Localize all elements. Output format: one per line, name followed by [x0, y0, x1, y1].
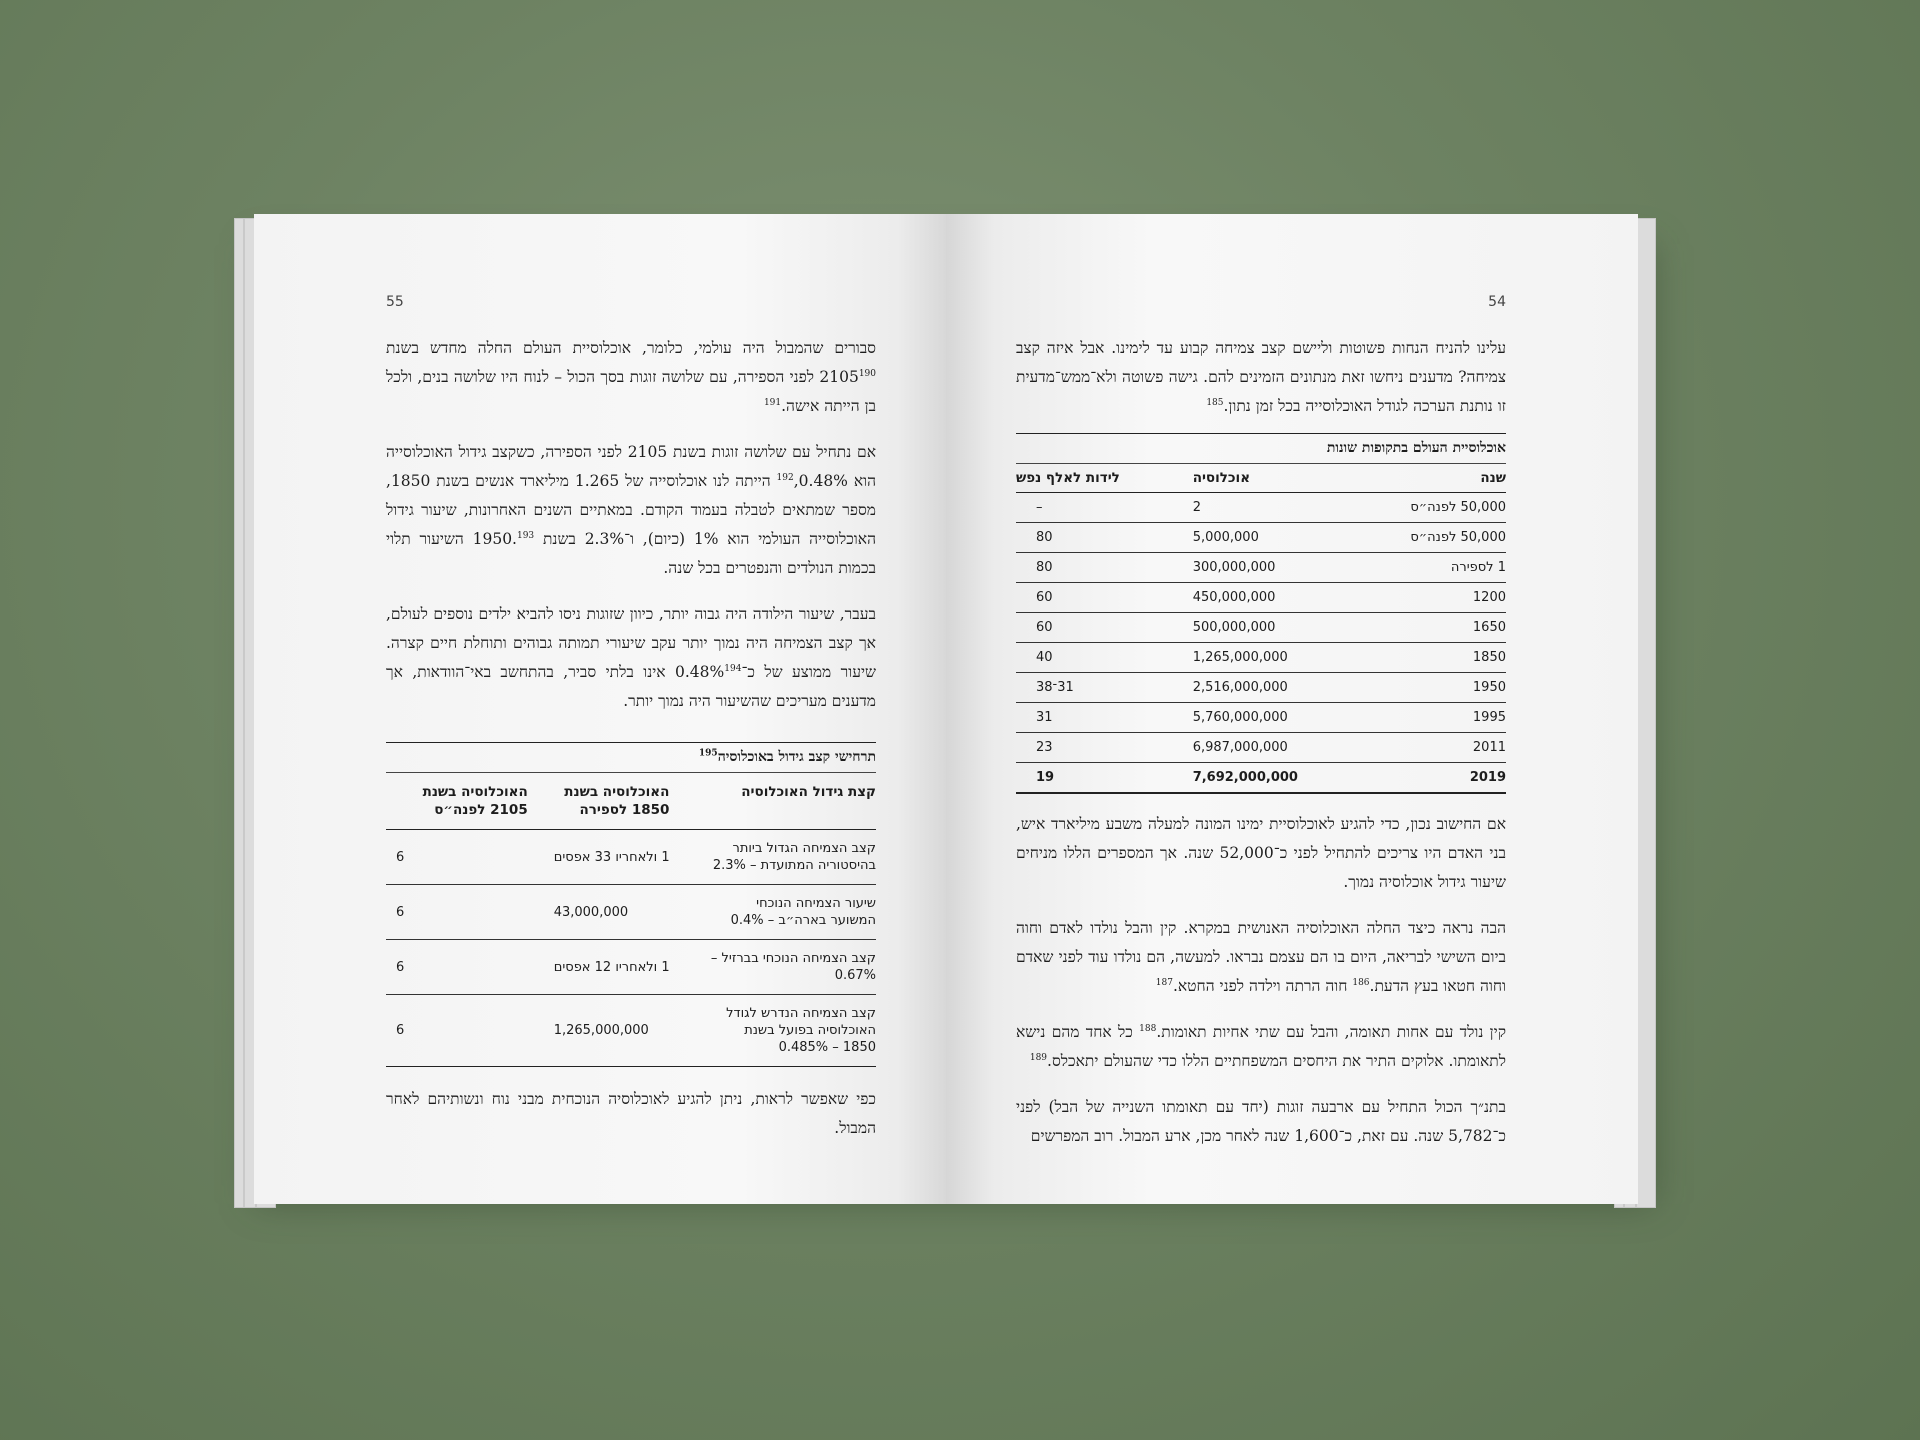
footnote-ref: 193	[516, 530, 535, 541]
footnote-ref: 189	[1029, 1052, 1048, 1063]
table-cell: 7,692,000,000	[1173, 763, 1362, 794]
table-cell: 43,000,000	[548, 885, 710, 940]
column-header: אוכלוסיה	[1173, 464, 1362, 493]
table-cell: 6	[386, 995, 548, 1067]
table-cell: 300,000,000	[1173, 553, 1362, 583]
table-row	[1016, 583, 1506, 613]
table-row	[1016, 493, 1506, 523]
table-cell: 6	[386, 940, 548, 995]
table-cell: 2011	[1362, 733, 1506, 763]
table-row	[1016, 733, 1506, 763]
table-cell: –	[1016, 493, 1173, 523]
table-cell: 1995	[1362, 703, 1506, 733]
table-title: תרחישי קצב גידול באוכלוסיה$^{195}$	[386, 742, 876, 773]
table-cell: קצב הצמיחה הנוכחי בברזיל – 0.67%	[709, 940, 876, 995]
paragraph: אם נתחיל עם שלושה זוגות בשנת 2105 לפני הספירה, כשקצב גידול האוכלוסייה הוא 0.48%,$^{192}$ הייתה לנו אוכלוסייה של 1.265 מיליארד אנשים בשנת 1850, מספר שמתאים לטבלה בעמוד הקודם. במאתיים השנים האחרונות, שיעור גידול האוכלוסייה העולמי הוא 1% (כיום), ו־2.3% בשנת 1950.$^{193}$ השיעור תלוי בכמות הנולדים והנפטרים בכל שנה.	[386, 443, 876, 577]
table-cell: קצב הצמיחה הנדרש לגודל האוכלוסיה בפועל בשנת 1850 – 0.485%	[709, 995, 876, 1067]
table-cell: 450,000,000	[1173, 583, 1362, 613]
footnote-ref: 192	[776, 472, 794, 483]
right-page	[946, 214, 1638, 1204]
page-number: 54	[1488, 294, 1506, 310]
table-cell: 1200	[1362, 583, 1506, 613]
table-cell: 1 ולאחריו 33 אפסים	[548, 830, 710, 885]
table-cell: 2019	[1362, 763, 1506, 794]
table-cell: שיעור הצמיחה הנוכחי המשוער בארה״ב – 0.4%	[709, 885, 876, 940]
column-header: האוכלוסיה בשנת 1850 לספירה	[548, 773, 710, 830]
footnote-ref: 194	[724, 663, 742, 674]
left-page-content	[386, 334, 876, 1160]
footnote-ref: 187	[1155, 977, 1173, 988]
table-cell: 31־38	[1016, 673, 1173, 703]
paragraph: כפי שאפשר לראות, ניתן להגיע לאוכלוסיה הנוכחית מבני נוח ונשותיהם לאחר המבול.	[386, 1090, 876, 1137]
paragraph: בתנ״ך הכול התחיל עם ארבעה זוגות (יחד עם תאומתו השנייה של הבל) לפני כ־5,782 שנה. עם זאת, כ־1,600 שנה לאחר מכן, ארע המבול. רוב המפרשים	[1016, 1098, 1506, 1145]
paragraph: סבורים שהמבול היה עולמי, כלומר, אוכלוסיית העולם החלה מחדש בשנת 2105$^{190}$ לפני הספירה, עם שלושה זוגות בסך הכול – לנוח היו שלושה בנים, ולכל בן הייתה אישה.$^{191}$	[386, 339, 876, 415]
table-cell: 80	[1016, 553, 1173, 583]
table-row	[386, 830, 876, 885]
column-header: לידות לאלף נפש	[1016, 464, 1173, 493]
paragraph: הבה נראה כיצד החלה האוכלוסיה האנושית במקרא. קין והבל נולדו לאדם וחוה ביום השישי לבריאה, היום בו הם עצמם נבראו. למעשה, הם נולדו עוד לפני שאדם וחוה חטאו בעץ הדעת.$^{186}$ חוה הרתה וילדה לפני החטא.$^{187}$	[1016, 919, 1506, 995]
table-cell: 60	[1016, 583, 1173, 613]
footnote-ref: 188	[1139, 1023, 1157, 1034]
table-cell: 5,000,000	[1173, 523, 1362, 553]
world-population-table	[1016, 464, 1506, 794]
footnote-ref: 185	[1206, 397, 1224, 408]
table-cell: 1950	[1362, 673, 1506, 703]
growth-scenarios-table	[386, 773, 876, 1067]
table-title: אוכלוסיית העולם בתקופות שונות	[1016, 433, 1506, 464]
column-header: האוכלוסיה בשנת 2105 לפנה״ס	[386, 773, 548, 830]
paragraph: קין נולד עם אחות תאומה, והבל עם שתי אחיות תאומות.$^{188}$ כל אחד מהם נישא לתאומתו. אלוקים התיר את היחסים המשפחתיים הללו כדי שהעולם יתאכלס.$^{189}$	[1016, 1023, 1506, 1070]
left-page	[254, 214, 946, 1204]
table-cell: 60	[1016, 613, 1173, 643]
footnote-ref: 190	[858, 368, 876, 379]
table-cell: 23	[1016, 733, 1173, 763]
footnote-ref: 195	[698, 748, 718, 759]
table-row	[386, 885, 876, 940]
table-row	[386, 940, 876, 995]
table-cell: 500,000,000	[1173, 613, 1362, 643]
table-cell: קצב הצמיחה הגדול ביותר בהיסטוריה המתועדת – 2.3%	[709, 830, 876, 885]
paragraph: אם החישוב נכון, כדי להגיע לאוכלוסיית ימינו המונה למעלה משבע מיליארד איש, בני האדם היו צריכים להתחיל לפני כ־52,000 שנה. אך המספרים הללו מניחים שיעור גידול אוכלוסיה נמוך.	[1016, 815, 1506, 891]
column-header: שנה	[1362, 464, 1506, 493]
table-cell: 40	[1016, 643, 1173, 673]
table-header-row	[386, 773, 876, 830]
table-row	[1016, 643, 1506, 673]
table-row	[386, 995, 876, 1067]
table-cell: 6	[386, 830, 548, 885]
open-book	[234, 214, 1656, 1204]
table-cell: 1 ולאחריו 12 אפסים	[548, 940, 710, 995]
page-number: 55	[386, 294, 404, 310]
table-cell: 2	[1173, 493, 1362, 523]
table-cell: 80	[1016, 523, 1173, 553]
table-row	[1016, 673, 1506, 703]
table-row	[1016, 703, 1506, 733]
table-row	[1016, 763, 1506, 794]
table-cell: 50,000 לפנה״ס	[1362, 523, 1506, 553]
table-header-row	[1016, 464, 1506, 493]
table-row	[1016, 613, 1506, 643]
table-cell: 1,265,000,000	[548, 995, 710, 1067]
table-row	[1016, 553, 1506, 583]
table-cell: 1,265,000,000	[1173, 643, 1362, 673]
table-cell: 1850	[1362, 643, 1506, 673]
table-row	[1016, 523, 1506, 553]
table-cell: 5,760,000,000	[1173, 703, 1362, 733]
table-cell: 6,987,000,000	[1173, 733, 1362, 763]
paragraph: עלינו להניח הנחות פשוטות וליישם קצב צמיחה קבוע עד לימינו. אבל איזה קצב צמיחה? מדענים ניחשו זאת מנתונים הזמינים להם. גישה פשוטה ולא־ממש־מדעית זו נותנת הערכה לגודל האוכלוסייה בכל זמן נתון.$^{185}$	[1016, 339, 1506, 415]
right-page-content	[1016, 334, 1506, 1168]
footnote-ref: 191	[763, 397, 782, 408]
table-cell: 2,516,000,000	[1173, 673, 1362, 703]
table-cell: 1650	[1362, 613, 1506, 643]
table-cell: 6	[386, 885, 548, 940]
footnote-ref: 186	[1352, 977, 1370, 988]
table-cell: 1 לספירה	[1362, 553, 1506, 583]
table-cell: 50,000 לפנה״ס	[1362, 493, 1506, 523]
table-cell: 19	[1016, 763, 1173, 794]
column-header: קצת גידול האוכלוסיה	[709, 773, 876, 830]
table-cell: 31	[1016, 703, 1173, 733]
paragraph: בעבר, שיעור הילודה היה גבוה יותר, כיוון שזוגות ניסו להביא ילדים נוספים לעולם, אך קצב הצמיחה היה נמוך יותר עקב שיעורי תמותה גבוהים ותוחלת חיים קצרה. שיעור ממוצע של כ־0.48%$^{194}$ אינו בלתי סביר, בהתחשב באי־הוודאות, אך מדענים מעריכים שהשיעור היה נמוך יותר.	[386, 605, 876, 710]
